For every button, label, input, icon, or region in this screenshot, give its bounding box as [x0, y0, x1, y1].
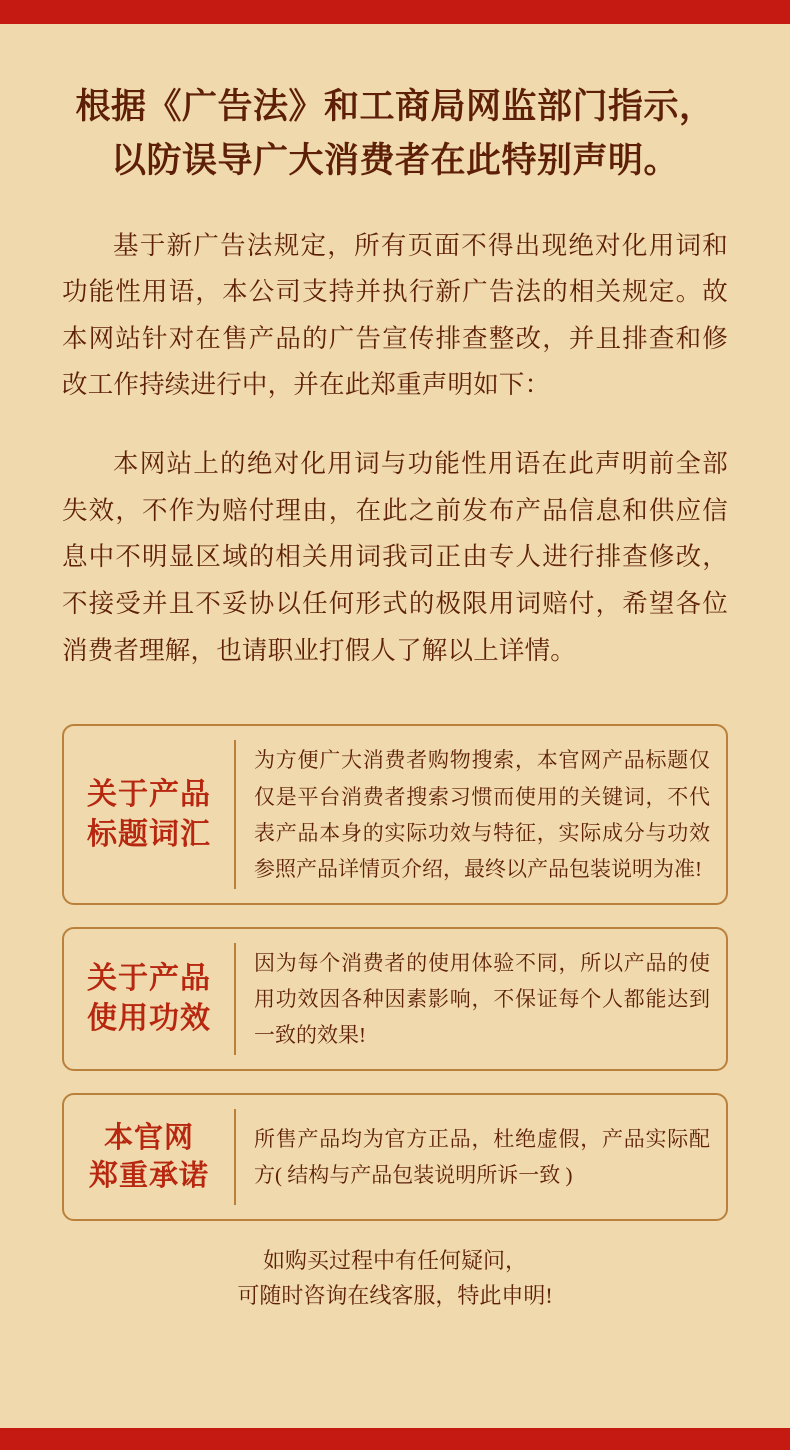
notice-card-title-line-1: 关于产品 [87, 962, 211, 996]
notice-card-body: 所售产品均为官方正品，杜绝虚假，产品实际配方( 结构与产品包装说明所诉一致 ) [254, 1127, 710, 1188]
page-title [62, 24, 728, 189]
notice-card-title [64, 740, 236, 888]
bottom-red-band [0, 1428, 790, 1450]
notice-card-list [62, 724, 728, 1221]
notice-card-title-line-2: 使用功效 [87, 1002, 211, 1035]
notice-card-title [64, 943, 236, 1055]
page-title-line-2: 以防误导广大消费者在此特别声明。 [110, 141, 679, 181]
notice-card-title-line-1: 本官网 [103, 1121, 194, 1154]
footer-note [62, 1243, 728, 1313]
statement-paragraph-2: 本网站上的绝对化用词与功能性用语在此声明前全部失效，不作为赔付理由，在此之前发布产品信息和供应信息中不明显区域的相关用词我司正由专人进行排查修改，不接受并且不妥协以任何形式的极限用词赔付，希望各位消费者理解，也请职业打假人了解以上详情。 [62, 449, 728, 665]
notice-card-title-line-2: 标题词汇 [87, 817, 211, 851]
page-title-line-1: 根据《广告法》和工商局网监部门指示， [75, 87, 715, 126]
notice-card-title-line-1: 关于产品 [87, 778, 211, 812]
statement-paragraph-1: 基于新广告法规定，所有页面不得出现绝对化用词和功能性用语，本公司支持并执行新广告法的相关规定。故本网站针对在售产品的广告宣传排查整改，并且排查和修改工作持续进行中，并在此郑重声明如下： [62, 230, 728, 400]
notice-card-official-promise [62, 1093, 728, 1221]
notice-card-product-title-wording [62, 724, 728, 904]
notice-card-body: 为方便广大消费者购物搜索，本官网产品标题仅仅是平台消费者搜索习惯而使用的关键词，不代表产品本身的实际功效与特征，实际成分与功效参照产品详情页介绍，最终以产品包装说明为准! [254, 748, 710, 881]
notice-card-product-efficacy [62, 927, 728, 1071]
disclaimer-sheet [0, 24, 790, 1428]
footer-note-line-2: 可随时咨询在线客服，特此申明! [237, 1283, 553, 1309]
notice-card-title [64, 1109, 236, 1205]
footer-note-line-1: 如购买过程中有任何疑问， [262, 1248, 527, 1274]
top-red-band [0, 0, 790, 24]
notice-card-body: 因为每个消费者的使用体验不同，所以产品的使用功效因各种因素影响，不保证每个人都能达到一致的效果! [254, 950, 710, 1048]
notice-card-title-line-2: 郑重承诺 [88, 1160, 209, 1193]
